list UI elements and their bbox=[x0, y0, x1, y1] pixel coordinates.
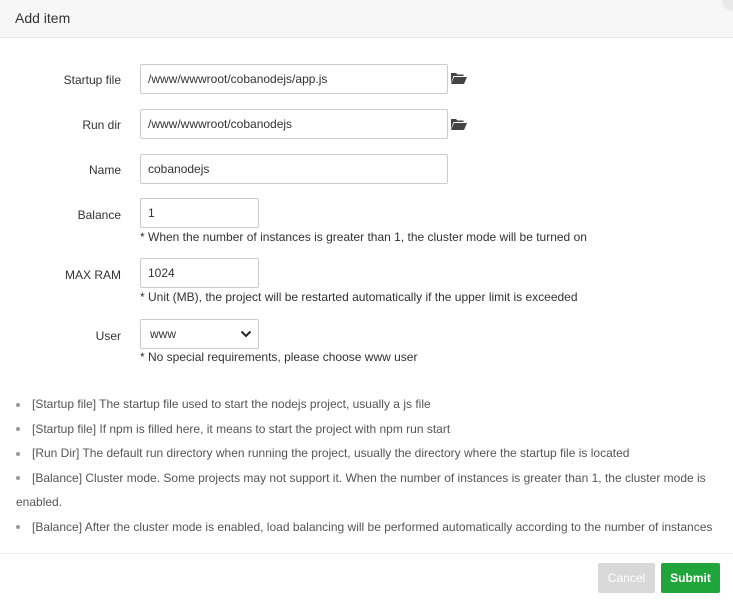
cancel-button[interactable]: Cancel bbox=[598, 563, 655, 593]
help-note: [Startup file] The startup file used to start the nodejs project, usually a js file bbox=[16, 392, 726, 417]
bullet-icon bbox=[16, 452, 20, 456]
name-input[interactable]: cobanodejs bbox=[140, 154, 448, 184]
bullet-icon bbox=[16, 525, 20, 529]
folder-open-icon[interactable] bbox=[451, 72, 467, 84]
bullet-icon bbox=[16, 476, 20, 480]
user-hint: * No special requirements, please choose www user bbox=[140, 350, 418, 364]
max-ram-label: MAX RAM bbox=[64, 268, 121, 282]
help-note: [Balance] After the cluster mode is enabled, load balancing will be performed automatically according to the number of instances bbox=[16, 515, 726, 540]
max-ram-hint: * Unit (MB), the project will be restarted automatically if the upper limit is exceeded bbox=[140, 290, 578, 304]
user-select[interactable] bbox=[140, 319, 259, 349]
name-label: Name bbox=[88, 163, 121, 177]
help-note: [Startup file] If npm is filled here, it means to start the project with npm run start bbox=[16, 417, 726, 442]
folder-open-icon[interactable] bbox=[451, 118, 467, 130]
run-dir-label: Run dir bbox=[82, 118, 121, 132]
close-icon[interactable] bbox=[723, 0, 733, 10]
bullet-icon bbox=[16, 427, 20, 431]
balance-label: Balance bbox=[77, 208, 121, 222]
help-note: [Run Dir] The default run directory when running the project, usually the directory where the startup file is located bbox=[16, 441, 726, 466]
bullet-icon bbox=[16, 403, 20, 407]
dialog-footer bbox=[0, 553, 733, 600]
run-dir-input[interactable]: /www/wwwroot/cobanodejs bbox=[140, 109, 448, 139]
balance-hint: * When the number of instances is greater than 1, the cluster mode will be turned on bbox=[140, 230, 587, 244]
help-notes-list bbox=[16, 392, 726, 539]
chevron-down-icon bbox=[240, 329, 252, 339]
startup-file-label: Startup file bbox=[63, 73, 121, 87]
startup-file-input[interactable]: /www/wwwroot/cobanodejs/app.js bbox=[140, 64, 448, 94]
dialog-titlebar bbox=[0, 0, 733, 38]
user-label: User bbox=[95, 329, 121, 343]
user-select-value: www bbox=[150, 327, 176, 341]
max-ram-input[interactable]: 1024 bbox=[140, 258, 259, 288]
balance-input[interactable]: 1 bbox=[140, 198, 259, 228]
submit-button[interactable]: Submit bbox=[661, 563, 720, 593]
help-note: [Balance] Cluster mode. Some projects may not support it. When the number of instances is greater than 1, the cluster mode is enabled. bbox=[16, 470, 706, 509]
dialog-title: Add item bbox=[15, 10, 71, 26]
